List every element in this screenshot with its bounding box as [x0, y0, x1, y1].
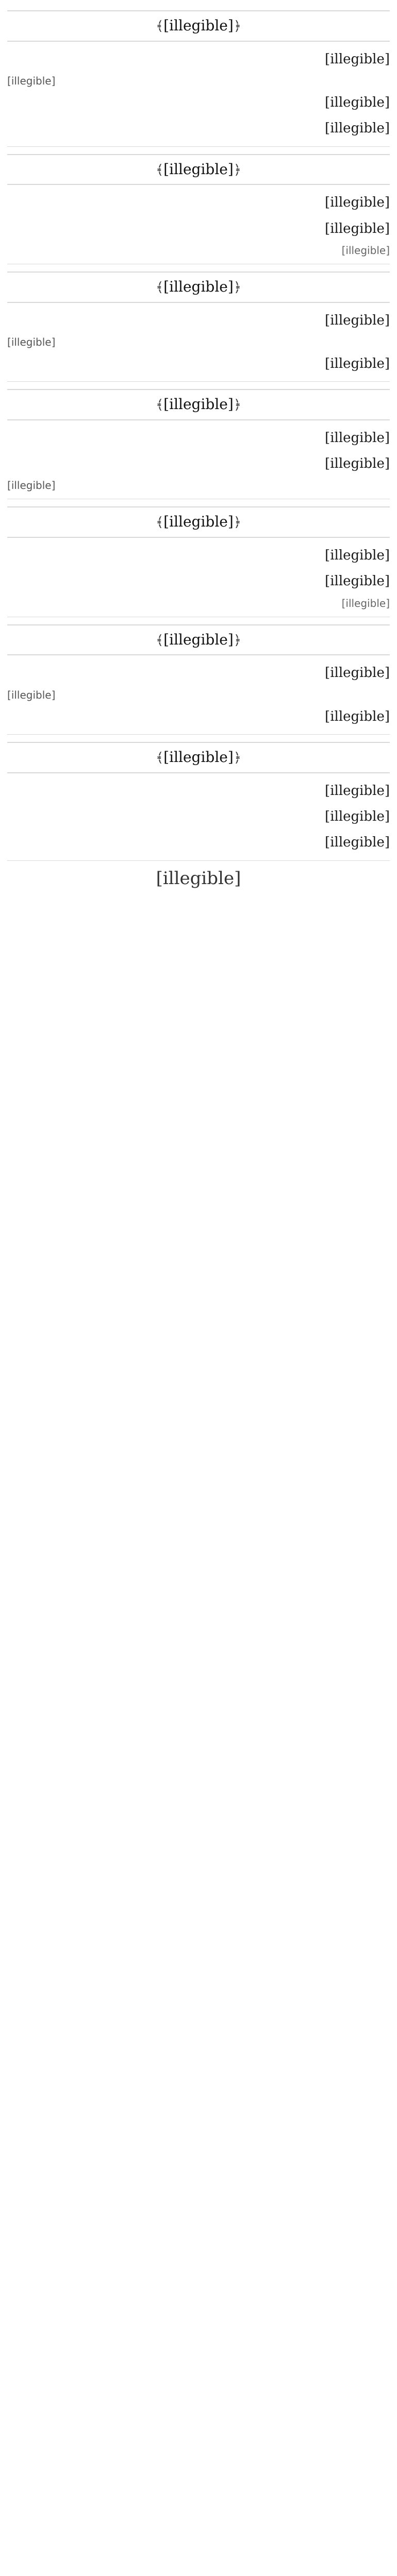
verse-ornament-icon: ﴿ — [233, 397, 242, 413]
verse-ornament-icon: ﴾ — [155, 162, 164, 178]
commentary-paragraph: [illegible] — [325, 708, 390, 724]
quran-verse — [7, 624, 390, 656]
verse-ornament-icon: ﴿ — [233, 515, 242, 531]
section-divider — [7, 146, 390, 147]
verse-text: [illegible] — [163, 748, 234, 766]
verse-ornament-icon: ﴾ — [155, 750, 164, 766]
verse-ornament-icon: ﴾ — [155, 397, 164, 413]
verse-ornament-icon: ﴿ — [233, 19, 242, 34]
footnote: [illegible] — [341, 597, 390, 609]
quran-verse — [7, 272, 390, 303]
verse-ornament-icon: ﴾ — [155, 19, 164, 34]
quran-verse — [7, 10, 390, 42]
quran-verse — [7, 389, 390, 420]
section-divider — [7, 734, 390, 735]
verse-ornament-icon: ﴾ — [155, 632, 164, 648]
verse-ornament-icon: ﴿ — [233, 632, 242, 648]
footnote: [illegible] — [341, 244, 390, 257]
commentary-paragraph: [illegible] — [325, 548, 390, 564]
verse-ornament-icon: ﴿ — [233, 162, 242, 178]
commentary-paragraph: [illegible] — [325, 573, 390, 589]
commentary-paragraph: [illegible] — [325, 312, 390, 328]
verse-text: [illegible] — [163, 631, 234, 648]
verse-text: [illegible] — [163, 513, 234, 531]
verse-ornament-icon: ﴾ — [155, 279, 164, 295]
reference-line: [illegible] — [7, 688, 56, 701]
commentary-paragraph: [illegible] — [325, 783, 390, 799]
commentary-paragraph: [illegible] — [325, 195, 390, 211]
verse-ornament-icon: ﴿ — [233, 750, 242, 766]
quran-verse — [7, 742, 390, 773]
verse-text: [illegible] — [163, 396, 234, 413]
verse-ornament-icon: ﴾ — [155, 515, 164, 531]
commentary-paragraph: [illegible] — [325, 430, 390, 446]
commentary-paragraph: [illegible] — [325, 51, 390, 67]
commentary-paragraph: [illegible] — [325, 808, 390, 824]
commentary-paragraph: [illegible] — [325, 94, 390, 110]
reference-line: [illegible] — [7, 335, 56, 348]
section-divider — [7, 381, 390, 382]
quran-verse — [7, 154, 390, 185]
reference-line: [illegible] — [7, 479, 56, 492]
commentary-paragraph: [illegible] — [325, 355, 390, 371]
verse-text: [illegible] — [163, 17, 234, 34]
commentary-paragraph: [illegible] — [325, 221, 390, 236]
reference-line: [illegible] — [7, 74, 56, 87]
section-divider — [7, 860, 390, 861]
verse-ornament-icon: ﴿ — [233, 279, 242, 295]
verse-text: [illegible] — [163, 278, 234, 295]
commentary-paragraph: [illegible] — [325, 665, 390, 681]
end-mark: [illegible] — [156, 868, 241, 889]
commentary-paragraph: [illegible] — [325, 835, 390, 851]
commentary-paragraph: [illegible] — [325, 456, 390, 472]
page-content — [7, 5, 390, 2576]
quran-verse — [7, 506, 390, 538]
commentary-paragraph: [illegible] — [325, 121, 390, 137]
verse-text: [illegible] — [163, 160, 234, 178]
